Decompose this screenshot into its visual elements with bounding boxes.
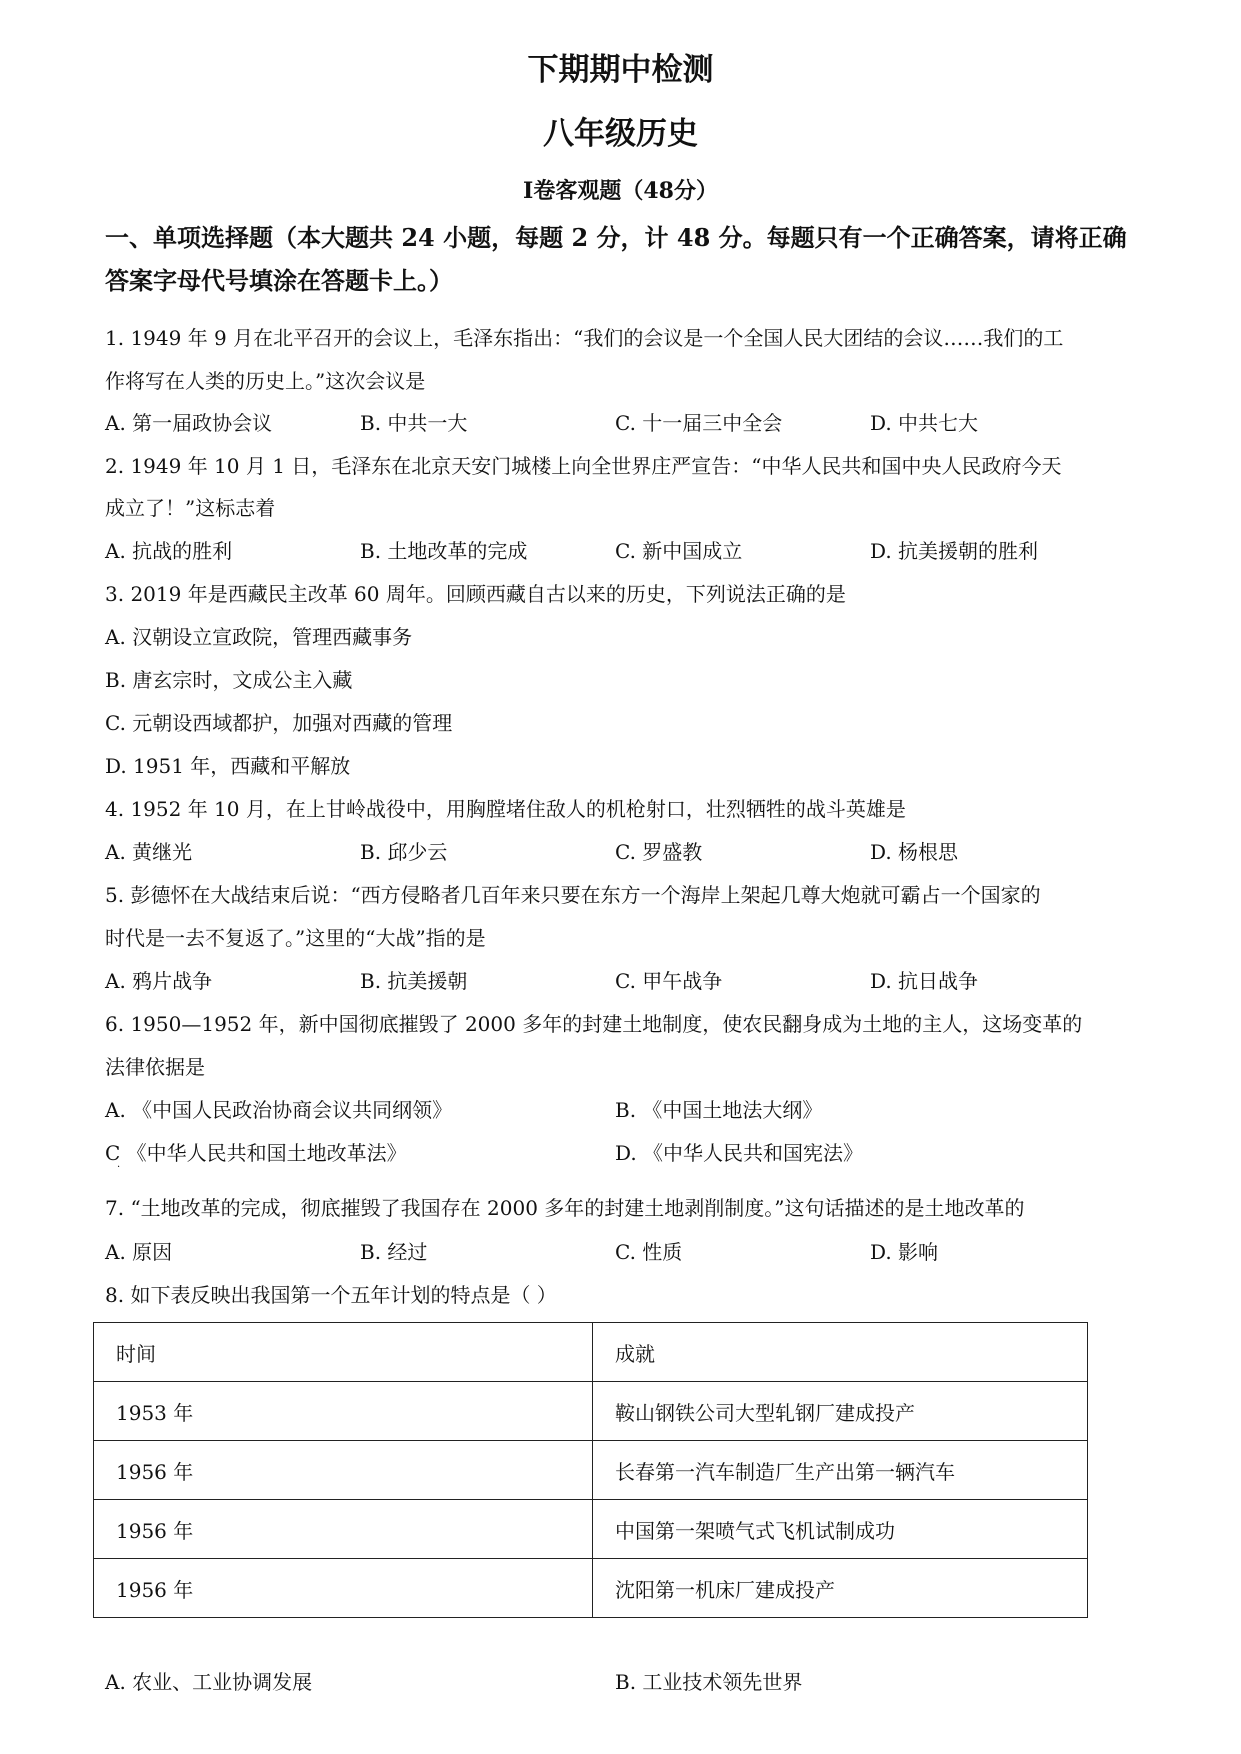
question-4-option-c: C. 罗盛教 <box>615 840 703 864</box>
question-5-option-d: D. 抗日战争 <box>870 969 979 993</box>
question-1-option-b: B. 中共一大 <box>360 411 468 435</box>
table-cell-achievement: 长春第一汽车制造厂生产出第一辆汽车 <box>593 1441 1088 1500</box>
question-8-option-a: A. 农业、工业协调发展 <box>105 1670 313 1694</box>
question-1-line-1: 1. 1949 年 9 月在北平召开的会议上，毛泽东指出：“我们的会议是一个全国人民大团结的会议……我们的工 <box>105 326 1064 350</box>
question-5-option-b: B. 抗美援朝 <box>360 969 468 993</box>
question-6-option-c: C 《中华人民共和国土地改革法》 <box>105 1141 407 1165</box>
question-3-option-d: D. 1951 年，西藏和平解放 <box>105 754 351 778</box>
table-header-row <box>94 1323 1088 1382</box>
question-6-option-a: A. 《中国人民政治协商会议共同纲领》 <box>105 1098 453 1122</box>
question-2-line-2: 成立了！”这标志着 <box>105 496 276 520</box>
stray-dot-mark: · <box>117 1162 121 1173</box>
table-header-cell: 成就 <box>593 1323 1088 1382</box>
question-2-option-b: B. 土地改革的完成 <box>360 539 528 563</box>
question-2-option-a: A. 抗战的胜利 <box>105 539 233 563</box>
question-6-line-1: 6. 1950—1952 年，新中国彻底摧毁了 2000 多年的封建土地制度，使农民翻身成为土地的主人，这场变革的 <box>105 1012 1083 1036</box>
question-1-option-a: A. 第一届政协会议 <box>105 411 273 435</box>
question-3-line-1: 3. 2019 年是西藏民主改革 60 周年。回顾西藏自古以来的历史，下列说法正确的是 <box>105 582 846 606</box>
question-1-option-c: C. 十一届三中全会 <box>615 411 783 435</box>
question-4-line-1: 4. 1952 年 10 月，在上甘岭战役中，用胸膛堵住敌人的机枪射口，壮烈牺牲的战斗英雄是 <box>105 797 906 821</box>
question-7-option-a: A. 原因 <box>105 1240 173 1264</box>
question-8-line-1: 8. 如下表反映出我国第一个五年计划的特点是（ ） <box>105 1283 557 1307</box>
question-3-option-a: A. 汉朝设立宣政院，管理西藏事务 <box>105 625 413 649</box>
table-row <box>94 1382 1088 1441</box>
page-subtitle: 八年级历史 <box>543 116 698 152</box>
table-cell-year: 1956 年 <box>94 1500 593 1559</box>
question-7-option-b: B. 经过 <box>360 1240 428 1264</box>
question-5-line-2: 时代是一去不复返了。”这里的“大战”指的是 <box>105 926 486 950</box>
table-row <box>94 1441 1088 1500</box>
question-6-option-d: D. 《中华人民共和国宪法》 <box>615 1141 864 1165</box>
table-cell-achievement: 鞍山钢铁公司大型轧钢厂建成投产 <box>593 1382 1088 1441</box>
question-4-option-a: A. 黄继光 <box>105 840 193 864</box>
question-5-line-1: 5. 彭德怀在大战结束后说：“西方侵略者几百年来只要在东方一个海岸上架起几尊大炮就可霸占一个国家的 <box>105 883 1041 907</box>
page-title: 下期期中检测 <box>527 52 714 88</box>
section-heading-line-2: 答案字母代号填涂在答题卡上。） <box>105 266 453 295</box>
question-1-option-d: D. 中共七大 <box>870 411 979 435</box>
table-cell-year: 1956 年 <box>94 1441 593 1500</box>
section-heading-line-1: 一、单项选择题（本大题共 24 小题，每题 2 分，计 48 分。每题只有一个正确答案，请将正确 <box>105 223 1127 252</box>
table-cell-year: 1956 年 <box>94 1559 593 1618</box>
question-8-option-b: B. 工业技术领先世界 <box>615 1670 803 1694</box>
achievement-table <box>93 1322 1088 1618</box>
question-3-option-c: C. 元朝设西域都护，加强对西藏的管理 <box>105 711 453 735</box>
part-heading: I卷客观题（48分） <box>523 178 718 204</box>
question-4-option-d: D. 杨根思 <box>870 840 959 864</box>
question-3-option-b: B. 唐玄宗时，文成公主入藏 <box>105 668 353 692</box>
question-2-line-1: 2. 1949 年 10 月 1 日，毛泽东在北京天安门城楼上向全世界庄严宣告：“中华人民共和国中央人民政府今天 <box>105 454 1062 478</box>
table-cell-achievement: 中国第一架喷气式飞机试制成功 <box>593 1500 1088 1559</box>
question-7-option-c: C. 性质 <box>615 1240 683 1264</box>
question-6-line-2: 法律依据是 <box>105 1055 205 1079</box>
question-4-option-b: B. 邱少云 <box>360 840 448 864</box>
question-7-line-1: 7. “土地改革的完成，彻底摧毁了我国存在 2000 多年的封建土地剥削制度。”这句话描述的是土地改革的 <box>105 1196 1025 1220</box>
table-cell-year: 1953 年 <box>94 1382 593 1441</box>
table-row <box>94 1559 1088 1618</box>
question-2-option-d: D. 抗美援朝的胜利 <box>870 539 1039 563</box>
question-7-option-d: D. 影响 <box>870 1240 939 1264</box>
table-cell-achievement: 沈阳第一机床厂建成投产 <box>593 1559 1088 1618</box>
question-1-line-2: 作将写在人类的历史上。”这次会议是 <box>105 369 426 393</box>
question-2-option-c: C. 新中国成立 <box>615 539 743 563</box>
question-6-option-b: B. 《中国土地法大纲》 <box>615 1098 823 1122</box>
question-5-option-c: C. 甲午战争 <box>615 969 723 993</box>
table-row <box>94 1500 1088 1559</box>
question-5-option-a: A. 鸦片战争 <box>105 969 213 993</box>
table-header-cell: 时间 <box>94 1323 593 1382</box>
